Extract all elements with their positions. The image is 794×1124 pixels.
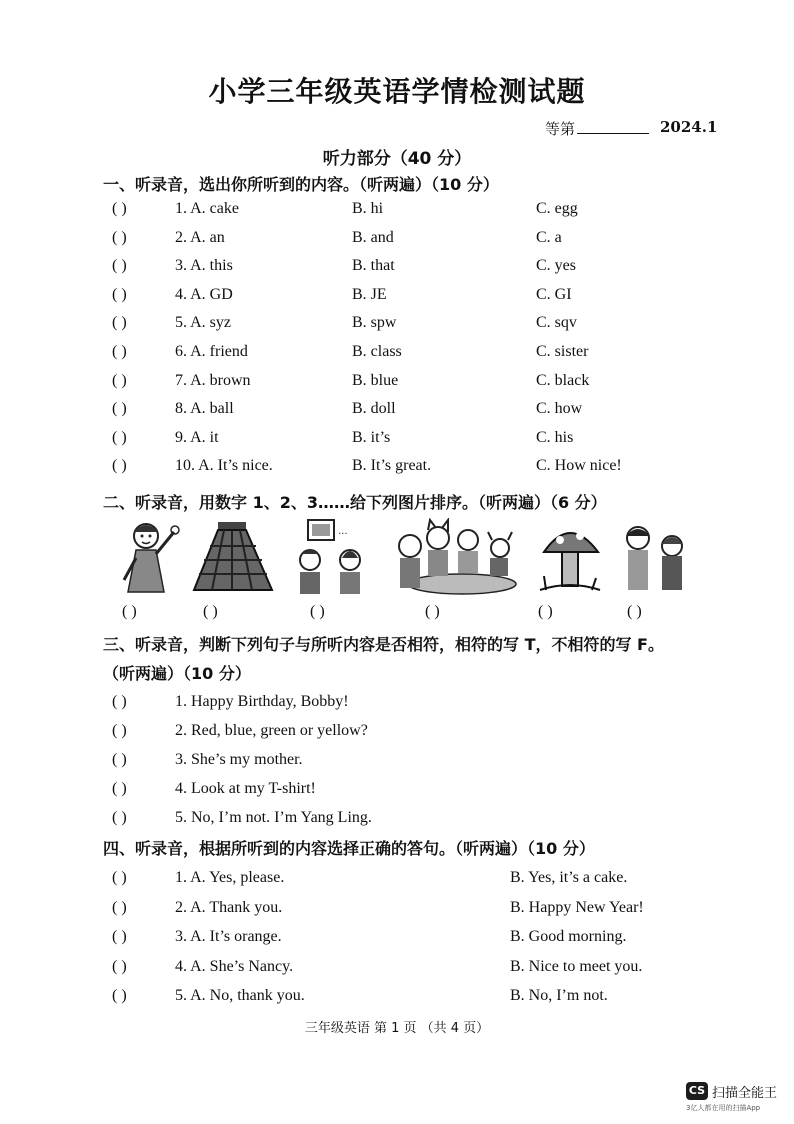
kids-and-tv-picture bbox=[290, 518, 372, 596]
option-b[interactable]: B. Good morning. bbox=[510, 928, 627, 945]
option-a[interactable]: 5. A. syz bbox=[175, 314, 231, 332]
statement-text: 3. She’s my mother. bbox=[175, 751, 303, 768]
option-a[interactable]: 3. A. It’s orange. bbox=[175, 928, 282, 945]
option-a[interactable]: 9. A. it bbox=[175, 428, 219, 446]
grade-field bbox=[545, 118, 653, 139]
option-c[interactable]: C. sqv bbox=[536, 314, 577, 332]
section3-heading: 三、听录音，判断下列句子与所听内容是否相符，相符的写 T，不相符的写 F。 bbox=[103, 635, 664, 654]
statement-text: 2. Red, blue, green or yellow? bbox=[175, 722, 368, 739]
option-a[interactable]: 7. A. brown bbox=[175, 371, 251, 389]
grade-blank[interactable] bbox=[577, 133, 649, 134]
option-a[interactable]: 4. A. GD bbox=[175, 285, 233, 303]
picture-answer-4[interactable]: ( ) bbox=[425, 603, 440, 620]
answer-blank[interactable]: ( ) bbox=[112, 400, 127, 418]
option-a[interactable]: 6. A. friend bbox=[175, 343, 248, 360]
statement-text: 1. Happy Birthday, Bobby! bbox=[175, 693, 349, 710]
answer-blank[interactable]: ( ) bbox=[112, 457, 127, 475]
picture-answer-2[interactable]: ( ) bbox=[203, 603, 218, 620]
statement-text: 5. No, I’m not. I’m Yang Ling. bbox=[175, 809, 372, 826]
answer-blank[interactable]: ( ) bbox=[112, 898, 127, 916]
option-b[interactable]: B. blue bbox=[352, 371, 399, 389]
option-b[interactable]: B. doll bbox=[352, 400, 396, 418]
answer-blank[interactable]: ( ) bbox=[112, 987, 127, 1004]
answer-blank[interactable]: ( ) bbox=[112, 371, 127, 389]
option-a[interactable]: 10. A. It’s nice. bbox=[175, 457, 273, 475]
option-c[interactable]: C. GI bbox=[536, 285, 572, 303]
option-a[interactable]: 8. A. ball bbox=[175, 400, 234, 418]
option-b[interactable]: B. it’s bbox=[352, 428, 391, 446]
answer-blank[interactable]: ( ) bbox=[112, 809, 127, 826]
option-c[interactable]: C. yes bbox=[536, 257, 576, 275]
answer-blank[interactable]: ( ) bbox=[112, 200, 127, 217]
answer-blank[interactable]: ( ) bbox=[112, 428, 127, 446]
answer-blank[interactable]: ( ) bbox=[112, 957, 127, 975]
answer-blank[interactable]: ( ) bbox=[112, 928, 127, 945]
grade-label: 等第 bbox=[545, 120, 576, 138]
page-footer: 三年级英语 第 1 页 （共 4 页） bbox=[304, 1021, 490, 1036]
children-talking-picture bbox=[620, 518, 690, 596]
option-b[interactable]: B. spw bbox=[352, 314, 397, 332]
option-b[interactable]: B. Happy New Year! bbox=[510, 898, 644, 916]
answer-blank[interactable]: ( ) bbox=[112, 314, 127, 332]
option-a[interactable]: 2. A. Thank you. bbox=[175, 898, 283, 916]
svg-text:...: ... bbox=[338, 526, 348, 537]
option-c[interactable]: C. How nice! bbox=[536, 457, 622, 475]
option-b[interactable]: B. Yes, it’s a cake. bbox=[510, 869, 628, 886]
answer-blank[interactable]: ( ) bbox=[112, 228, 127, 246]
answer-blank[interactable]: ( ) bbox=[112, 751, 127, 768]
option-b[interactable]: B. It’s great. bbox=[352, 457, 432, 475]
option-a[interactable]: 1. A. cake bbox=[175, 200, 239, 217]
option-b[interactable]: B. Nice to meet you. bbox=[510, 957, 643, 975]
option-a[interactable]: 4. A. She’s Nancy. bbox=[175, 957, 294, 975]
option-a[interactable]: 5. A. No, thank you. bbox=[175, 987, 305, 1004]
answer-blank[interactable]: ( ) bbox=[112, 693, 127, 710]
answer-blank[interactable]: ( ) bbox=[112, 780, 127, 797]
section1-heading: 一、听录音，选出你所听到的内容。（听两遍）（10 分） bbox=[103, 175, 499, 194]
watermark-subtitle: 3亿人都在用的扫描App bbox=[686, 1104, 761, 1112]
option-a[interactable]: 2. A. an bbox=[175, 228, 225, 246]
option-b[interactable]: B. No, I’m not. bbox=[510, 987, 608, 1004]
exam-date: 2024.1 bbox=[660, 118, 718, 136]
option-c[interactable]: C. a bbox=[536, 228, 562, 246]
picture-answer-1[interactable]: ( ) bbox=[122, 603, 137, 620]
option-c[interactable]: C. his bbox=[536, 428, 574, 446]
answer-blank[interactable]: ( ) bbox=[112, 343, 127, 360]
listening-part-title: 听力部分（40 分） bbox=[322, 149, 472, 169]
answer-blank[interactable]: ( ) bbox=[112, 722, 127, 739]
section3-heading-cont: （听两遍）（10 分） bbox=[103, 664, 251, 683]
section2-heading: 二、听录音，用数字 1、2、3……给下列图片排序。（听两遍）（6 分） bbox=[103, 493, 607, 512]
watermark-name: 扫描全能王 bbox=[712, 1086, 778, 1101]
option-c[interactable]: C. sister bbox=[536, 343, 589, 360]
option-b[interactable]: B. that bbox=[352, 257, 395, 275]
option-a[interactable]: 3. A. this bbox=[175, 257, 233, 275]
option-c[interactable]: C. black bbox=[536, 371, 590, 389]
answer-blank[interactable]: ( ) bbox=[112, 869, 127, 886]
option-b[interactable]: B. hi bbox=[352, 200, 384, 217]
picture-answer-3[interactable]: ( ) bbox=[310, 603, 325, 620]
girl-waving-picture bbox=[118, 518, 184, 596]
picture-answer-6[interactable]: ( ) bbox=[627, 603, 642, 620]
option-c[interactable]: C. how bbox=[536, 400, 583, 418]
option-c[interactable]: C. egg bbox=[536, 200, 578, 217]
skirt-picture bbox=[190, 518, 276, 596]
animals-picnic-picture bbox=[392, 518, 520, 596]
camscanner-logo-icon: CS bbox=[686, 1082, 708, 1100]
answer-blank[interactable]: ( ) bbox=[112, 285, 127, 303]
picture-answer-5[interactable]: ( ) bbox=[538, 603, 553, 620]
option-b[interactable]: B. JE bbox=[352, 285, 387, 303]
option-b[interactable]: B. class bbox=[352, 343, 402, 360]
option-a[interactable]: 1. A. Yes, please. bbox=[175, 869, 285, 886]
section4-heading: 四、听录音，根据所听到的内容选择正确的答句。（听两遍）（10 分） bbox=[103, 839, 595, 858]
answer-blank[interactable]: ( ) bbox=[112, 257, 127, 275]
statement-text: 4. Look at my T-shirt! bbox=[175, 780, 316, 797]
page-title: 小学三年级英语学情检测试题 bbox=[208, 75, 586, 108]
option-b[interactable]: B. and bbox=[352, 228, 394, 246]
mushroom-picture bbox=[536, 518, 604, 596]
